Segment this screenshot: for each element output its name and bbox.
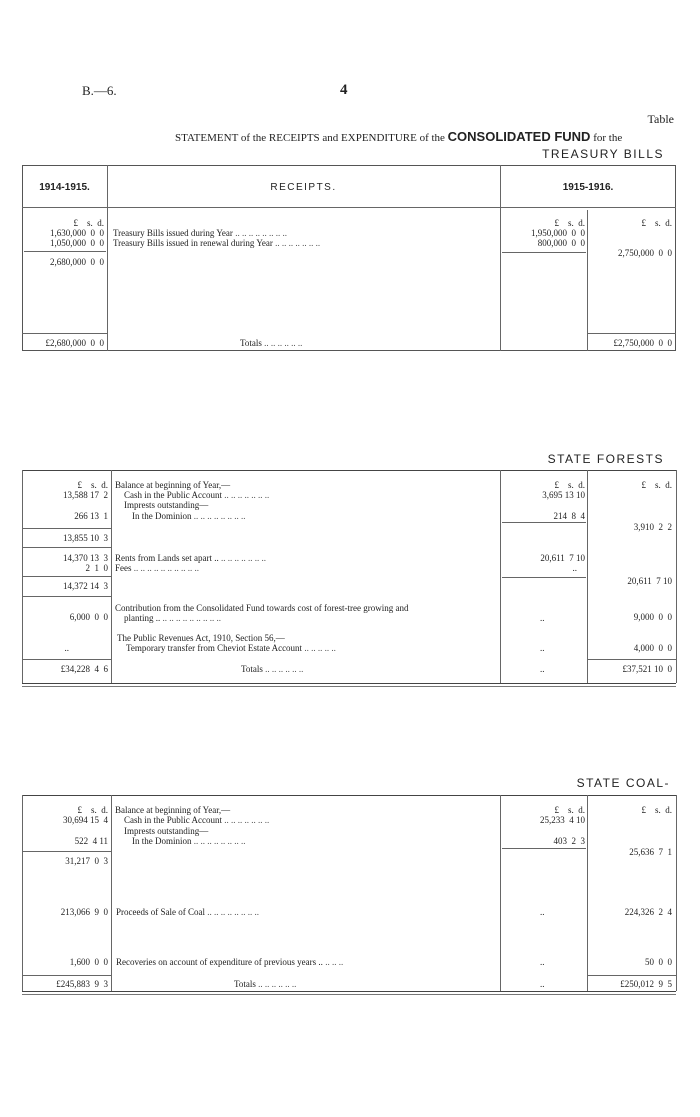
forests-cash-row: Cash in the Public Account .. .. .. .. .. .. .. <box>124 490 270 500</box>
coal-recov-left: 1,600 0 0 <box>69 957 108 967</box>
treasury-row-1-left: 1,630,000 0 0 <box>50 228 104 238</box>
forests-totals-row: Totals .. .. .. .. .. .. <box>241 664 304 674</box>
forests-fees-left: 2 1 0 <box>85 563 108 573</box>
currency-header: £ s. d. <box>641 218 672 228</box>
forests-balance-total-left: 13,855 10 3 <box>63 533 108 543</box>
treasury-row-2-left: 1,050,000 0 0 <box>50 238 104 248</box>
statement-prefix: STATEMENT of the RECEIPTS and EXPENDITURE of the <box>175 132 445 144</box>
forests-rents-total-left: 14,372 14 3 <box>63 581 108 591</box>
coal-title: STATE COAL- <box>576 776 670 790</box>
treasury-row-1-sub: 1,950,000 0 0 <box>531 228 585 238</box>
forests-pra-dots: .. <box>540 643 545 653</box>
coal-cash-sub: 25,233 4 10 <box>540 815 585 825</box>
forests-rents-total-right: 20,611 7 10 <box>627 576 672 586</box>
forests-title: STATE FORESTS <box>547 452 664 466</box>
forests-pra-left: .. <box>64 643 69 653</box>
currency-header: £ s. d. <box>554 480 585 490</box>
fund-name: CONSOLIDATED FUND <box>447 129 591 144</box>
forests-rents-sub: 20,611 7 10 <box>540 553 585 563</box>
forests-contrib-dots: .. <box>540 613 545 623</box>
forests-fees-row: Fees .. .. .. .. .. .. .. .. .. .. <box>115 563 199 573</box>
forests-rents-left: 14,370 13 3 <box>63 553 108 563</box>
statement-suffix: for the <box>593 132 623 144</box>
currency-header: £ s. d. <box>641 480 672 490</box>
currency-header: £ s. d. <box>73 218 104 228</box>
forests-contrib-left: 6,000 0 0 <box>69 612 108 622</box>
currency-header: £ s. d. <box>77 805 108 815</box>
coal-balance-total-right: 25,636 7 1 <box>629 847 672 857</box>
forests-balance-total-right: 3,910 2 2 <box>633 522 672 532</box>
forests-dominion-left: 266 13 1 <box>74 511 108 521</box>
treasury-total-left: £2,680,000 0 0 <box>45 338 104 348</box>
forests-pra-row-2: Temporary transfer from Cheviot Estate Account .. .. .. .. .. <box>126 643 336 653</box>
treasury-total-right: £2,750,000 0 0 <box>613 338 672 348</box>
coal-imprests-label: Imprests outstanding— <box>124 826 209 836</box>
coal-dominion-sub: 403 2 3 <box>553 836 585 846</box>
forests-dominion-row: In the Dominion .. .. .. .. .. .. .. .. <box>132 511 246 521</box>
treasury-row-2-sub: 800,000 0 0 <box>537 238 585 248</box>
coal-cash-left: 30,694 15 4 <box>63 815 108 825</box>
treasury-col-mid: RECEIPTS. <box>270 182 337 193</box>
coal-recov-right: 50 0 0 <box>645 957 672 967</box>
forests-contrib-right: 9,000 0 0 <box>633 612 672 622</box>
treasury-subtotal-left: 2,680,000 0 0 <box>50 257 104 267</box>
coal-recov-dots: .. <box>540 957 545 967</box>
page-number: 4 <box>340 82 348 98</box>
currency-header: £ s. d. <box>77 480 108 490</box>
forests-rents-row: Rents from Lands set apart .. .. .. .. .. .. .. .. <box>115 553 266 563</box>
forests-total-left: £34,228 4 6 <box>60 664 108 674</box>
forests-dominion-sub: 214 8 4 <box>553 511 585 521</box>
forests-pra-right: 4,000 0 0 <box>633 643 672 653</box>
coal-dominion-row: In the Dominion .. .. .. .. .. .. .. .. <box>132 836 246 846</box>
coal-balance-total-left: 31,217 0 3 <box>65 856 108 866</box>
treasury-title: TREASURY BILLS <box>542 147 664 161</box>
forests-imprests-label: Imprests outstanding— <box>124 500 209 510</box>
forests-totals-dots: .. <box>540 664 545 674</box>
coal-proceeds-right: 224,326 2 4 <box>624 907 672 917</box>
coal-proceeds-dots: .. <box>540 907 545 917</box>
currency-header: £ s. d. <box>554 218 585 228</box>
coal-total-right: £250,012 9 5 <box>620 979 672 989</box>
forests-cash-sub: 3,695 13 10 <box>542 490 585 500</box>
treasury-row-1-label: Treasury Bills issued during Year .. .. .. .. .. .. .. .. <box>113 228 287 238</box>
treasury-totals-row: Totals .. .. .. .. .. .. <box>240 338 303 348</box>
treasury-row-2-label: Treasury Bills issued in renewal during Year .. .. .. .. .. .. .. <box>113 238 321 248</box>
forests-fees-sub: .. <box>572 563 577 573</box>
treasury-col-right: 1915-1916. <box>562 182 614 193</box>
page-ref: B.—6. <box>82 83 117 98</box>
coal-total-left: £245,883 9 3 <box>56 979 108 989</box>
coal-dominion-left: 522 4 11 <box>74 836 108 846</box>
forests-pra-label-1: The Public Revenues Act, 1910, Section 56,— <box>117 633 285 643</box>
coal-proceeds-left: 213,066 9 0 <box>60 907 108 917</box>
forests-cash-left: 13,588 17 2 <box>63 490 108 500</box>
coal-cash-row: Cash in the Public Account .. .. .. .. .. .. .. <box>124 815 270 825</box>
currency-header: £ s. d. <box>641 805 672 815</box>
forests-contrib-row-2: planting .. .. .. .. .. .. .. .. .. .. <box>124 613 221 623</box>
treasury-col-left: 1914-1915. <box>39 182 90 193</box>
statement-heading <box>175 129 622 144</box>
treasury-subtotal-right: 2,750,000 0 0 <box>618 248 672 258</box>
forests-balance-label: Balance at beginning of Year,— <box>115 480 231 490</box>
currency-header: £ s. d. <box>554 805 585 815</box>
coal-proceeds-row: Proceeds of Sale of Coal .. .. .. .. .. .. .. .. <box>116 907 259 917</box>
coal-totals-dots: .. <box>540 979 545 989</box>
forests-contrib-label-1: Contribution from the Consolidated Fund towards cost of forest-tree growing and <box>115 603 409 613</box>
table-word: Table <box>647 112 674 126</box>
coal-totals-row: Totals .. .. .. .. .. .. <box>234 979 297 989</box>
coal-balance-label: Balance at beginning of Year,— <box>115 805 231 815</box>
forests-total-right: £37,521 10 0 <box>622 664 672 674</box>
coal-recov-row: Recoveries on account of expenditure of previous years .. .. .. .. <box>116 957 344 967</box>
